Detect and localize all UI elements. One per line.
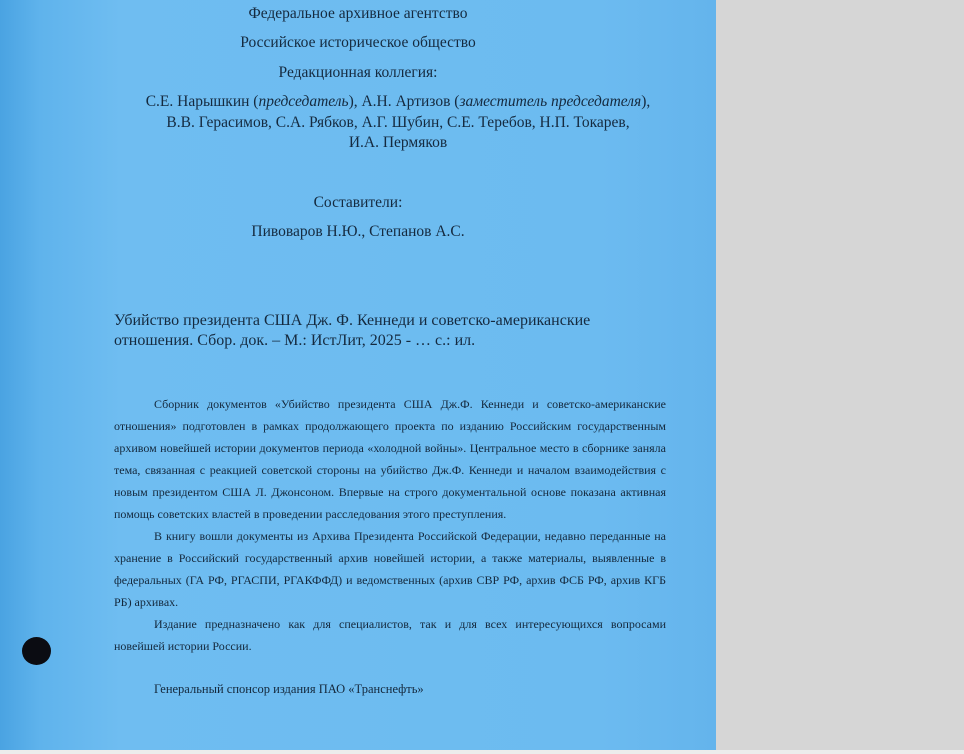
compilers-heading: Составители: (313, 194, 403, 211)
bottom-edge (0, 750, 964, 754)
agency-line: Федеральное архивное агентство (248, 5, 468, 22)
editorial-board (40, 92, 716, 154)
abstract-paragraph-3: Издание предназначено как для специалистов, так и для всех интересующихся вопросами новейшей истории России. (114, 617, 666, 653)
board-line-2: В.В. Герасимов, С.А. Рябков, А.Г. Шубин, С.Е. Теребов, Н.П. Токарев, (166, 113, 630, 131)
abstract-paragraph-2: В книгу вошли документы из Архива Президента Российской Федерации, недавно переданные на хранение в Российский государственный архив новейшей истории, а также материалы, выявленные в федеральных (ГА РФ, РГАСПИ, РГАКФФД) и ведомственных (архив СВР РФ, архив ФСБ РФ, архив КГБ РБ) архивах. (114, 529, 666, 609)
board-heading: Редакционная коллегия: (278, 64, 438, 81)
board-line-3: И.А. Пермяков (348, 134, 448, 151)
role-deputy: заместитель председателя (459, 93, 642, 110)
abstract-paragraph-1: Сборник документов «Убийство президента США Дж.Ф. Кеннеди и советско-американские отношения» подготовлен в рамках продолжающего проекта по изданию Российским государственным архивом новейшей истории документов периода «холодной войны». Центральное место в сборнике заняла тема, связанная с реакцией советской стороны на убийство Дж.Ф. Кеннеди и началом взаимодействия с новым президентом США Л. Джонсоном. Впервые на строго документальной основе показана активная помощь советских властей в проведении расследования этого преступления. (114, 397, 666, 521)
society-line: Российское историческое общество (240, 34, 476, 51)
role-chairman: председатель (258, 93, 349, 110)
bibliography-line-2: отношения. Сбор. док. – М.: ИстЛит, 2025 - … с.: ил. (114, 332, 476, 349)
punch-hole (22, 637, 51, 665)
compilers-names: Пивоваров Н.Ю., Степанов А.С. (251, 223, 465, 240)
bibliography-line-1: Убийство президента США Дж. Ф. Кеннеди и советско-американские (114, 312, 591, 329)
sponsor-line: Генеральный спонсор издания ПАО «Транснефть» (154, 682, 424, 696)
bibliographic-record (114, 311, 634, 351)
abstract (114, 393, 666, 657)
board-line-1: С.Е. Нарышкин (председатель), А.Н. Артизов (заместитель председателя), (145, 93, 651, 110)
